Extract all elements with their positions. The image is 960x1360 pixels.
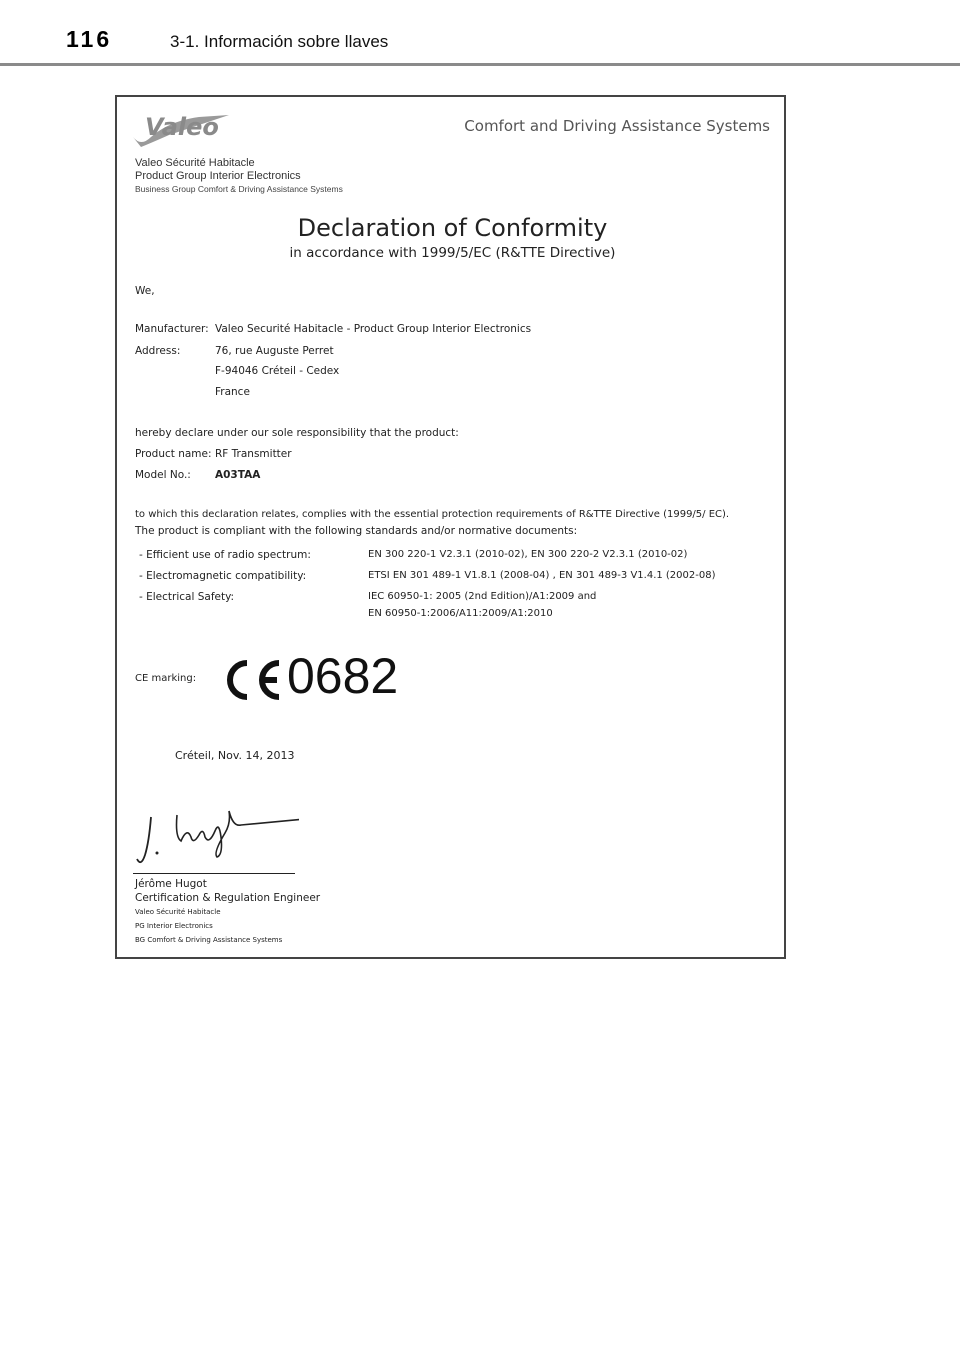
document-subtitle: in accordance with 1999/5/EC (R&TTE Directive)	[289, 245, 616, 261]
we-text: We,	[135, 285, 155, 297]
signer-org-line: BG Comfort & Driving Assistance Systems	[135, 936, 283, 944]
page-number: 116	[66, 26, 113, 52]
header-divider	[0, 63, 960, 66]
product-name-label: Product name:	[135, 448, 212, 460]
address-label: Address:	[135, 345, 181, 357]
standard-label: - Electrical Safety:	[139, 591, 235, 603]
address-line: F-94046 Créteil - Cedex	[215, 365, 340, 377]
ce-marking-label: CE marking:	[135, 673, 197, 684]
valeo-logo	[129, 107, 239, 149]
signature-line	[133, 873, 295, 874]
company-line: Product Group Interior Electronics	[135, 170, 301, 182]
company-line: Business Group Comfort & Driving Assistance Systems	[135, 184, 343, 194]
manufacturer-value: Valeo Securité Habitacle - Product Group Interior Electronics	[215, 323, 532, 335]
standard-value: EN 60950-1:2006/A11:2009/A1:2010	[368, 608, 553, 619]
compliance-text: to which this declaration relates, complies with the essential protection requirements of R&TTE Directive (1999/5/ EC).	[135, 509, 730, 520]
compliance-text: The product is compliant with the following standards and/or normative documents:	[135, 525, 578, 537]
svg-text:Valeo: Valeo	[145, 113, 219, 141]
standard-value: EN 300 220-1 V2.3.1 (2010-02), EN 300 220-2 V2.3.1 (2010-02)	[368, 549, 688, 560]
page-header	[0, 0, 960, 70]
handwritten-signature	[129, 797, 299, 873]
model-label: Model No.:	[135, 469, 191, 481]
standard-label: - Electromagnetic compatibility:	[139, 570, 307, 582]
product-name-row	[135, 448, 292, 460]
address-row	[135, 345, 334, 357]
address-line: 76, rue Auguste Perret	[215, 345, 334, 357]
document-title: Declaration of Conformity	[297, 214, 608, 242]
standard-value: IEC 60950-1: 2005 (2nd Edition)/A1:2009 and	[368, 591, 597, 602]
tagline: Comfort and Driving Assistance Systems	[464, 117, 770, 135]
signer-block	[135, 877, 320, 947]
signer-name: Jérôme Hugot	[135, 878, 207, 890]
product-name-value: RF Transmitter	[215, 448, 292, 460]
model-value: A03TAA	[215, 469, 261, 481]
notified-body-number: 0682	[287, 648, 399, 704]
standard-value: ETSI EN 301 489-1 V1.8.1 (2008-04) , EN 301 489-3 V1.4.1 (2002-08)	[368, 570, 716, 581]
company-block	[135, 157, 343, 196]
place-date: Créteil, Nov. 14, 2013	[175, 749, 295, 762]
company-line: Valeo Sécurité Habitacle	[135, 157, 255, 169]
declaration-of-conformity-image	[115, 95, 786, 959]
manufacturer-row	[135, 323, 531, 335]
signer-org-line: Valeo Sécurité Habitacle	[135, 908, 221, 916]
section-title: 3-1. Información sobre llaves	[170, 32, 389, 51]
model-row	[135, 469, 260, 481]
signer-title: Certification & Regulation Engineer	[135, 892, 321, 904]
signer-org-line: PG Interior Electronics	[135, 922, 213, 930]
declare-text: hereby declare under our sole responsibility that the product:	[135, 427, 459, 439]
manufacturer-label: Manufacturer:	[135, 323, 209, 335]
address-line: France	[215, 386, 250, 398]
standard-label: - Efficient use of radio spectrum:	[139, 549, 311, 561]
ce-mark-icon	[219, 657, 285, 703]
